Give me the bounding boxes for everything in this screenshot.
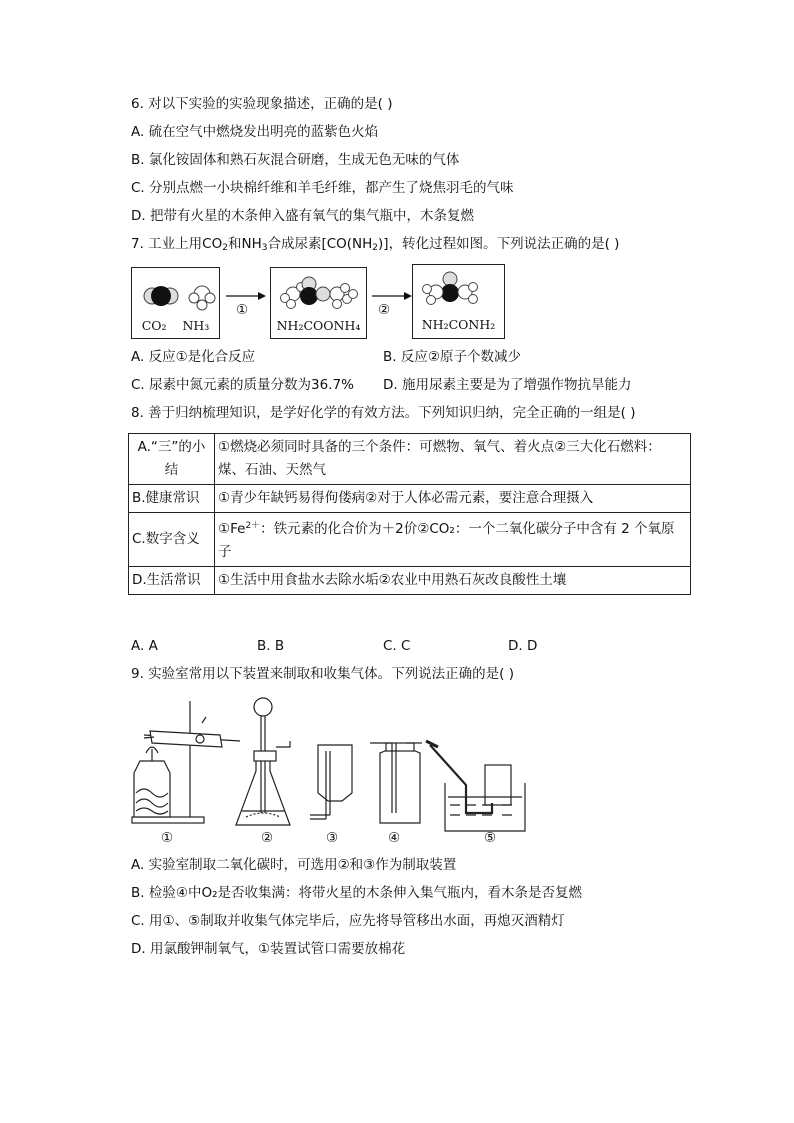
q7-option-d: D. 施用尿素主要是为了增强作物抗旱能力 xyxy=(383,377,632,393)
step-2-label: ② xyxy=(378,302,391,318)
intermediate-molecule-figure xyxy=(271,268,366,316)
apparatus-5-water-collection xyxy=(426,741,525,831)
intermediate-caption: NH₂COONH₄ xyxy=(276,318,361,333)
table-row xyxy=(129,485,691,513)
q7-option-c: C. 尿素中氮元素的质量分数为36.7% xyxy=(131,377,354,393)
knowledge-table xyxy=(128,433,691,595)
reactants-caption: CO₂ NH₃ xyxy=(141,318,210,333)
q6-option-d: D. 把带有火星的木条伸入盛有氧气的集气瓶中，木条复燃 xyxy=(131,208,474,224)
q8-option-b: B. B xyxy=(257,638,285,654)
reactants-box xyxy=(131,267,220,339)
row-b-label: B.健康常识 xyxy=(129,485,215,513)
q8-stem: 8. 善于归纳梳理知识，是学好化学的有效方法。下列知识归纳，完全正确的一组是( ) xyxy=(131,405,636,421)
product-box xyxy=(412,264,505,339)
q8-option-d: D. D xyxy=(508,638,538,654)
apparatus-figure xyxy=(130,693,530,857)
q7-stem: 7. 工业上用$CO_2$和$NH_3$合成尿素$[CO(NH_2)]$，转化过程如图。下列说法正确的是( ) xyxy=(131,236,620,253)
apparatus-label-5: ⑤ xyxy=(484,830,497,846)
apparatus-3-downward-collection xyxy=(310,745,352,819)
row-d-label: D.生活常识 xyxy=(129,567,215,595)
apparatus-label-1: ① xyxy=(161,830,174,846)
row-a-content: ①燃烧必须同时具备的三个条件：可燃物、氧气、着火点②三大化石燃料：煤、石油、天然气 xyxy=(215,434,691,485)
apparatus-label-3: ③ xyxy=(326,830,339,846)
row-d-content: ①生活中用食盐水去除水垢②农业中用熟石灰改良酸性土壤 xyxy=(215,567,691,595)
q8-option-a: A. A xyxy=(131,638,158,654)
table-row xyxy=(129,434,691,485)
q7-option-a: A. 反应①是化合反应 xyxy=(131,349,256,365)
intermediate-box xyxy=(270,267,367,339)
q6-option-b: B. 氯化铵固体和熟石灰混合研磨，生成无色无味的气体 xyxy=(131,152,460,168)
apparatus-label-2: ② xyxy=(261,830,274,846)
q9-option-c: C. 用①、⑤制取并收集气体完毕后，应先将导管移出水面，再熄灭酒精灯 xyxy=(131,913,565,929)
row-c-label: C.数字含义 xyxy=(129,513,215,567)
apparatus-4-gas-bottle xyxy=(370,743,422,823)
row-b-content: ①青少年缺钙易得佝偻病②对于人体必需元素，要注意合理摄入 xyxy=(215,485,691,513)
q9-option-a: A. 实验室制取二氧化碳时，可选用②和③作为制取装置 xyxy=(131,857,457,873)
product-caption: NH₂CONH₂ xyxy=(421,317,496,332)
q6-stem: 6. 对以下实验的实验现象描述，正确的是( ) xyxy=(131,96,393,112)
table-row xyxy=(129,513,691,567)
apparatus-2-flask-setup xyxy=(236,698,290,825)
row-c-content: $①Fe^{2+}$：铁元素的化合价为＋2价②CO₂：一个二氧化碳分子中含有 2 个氧原子 xyxy=(215,513,691,567)
q6-option-c: C. 分别点燃一小块棉纤维和羊毛纤维，都产生了烧焦羽毛的气味 xyxy=(131,180,514,196)
reactant-molecules-figure xyxy=(132,268,219,316)
apparatus-label-4: ④ xyxy=(388,830,401,846)
row-a-label: A.“三”的小结 xyxy=(129,434,215,485)
q8-option-c: C. C xyxy=(383,638,411,654)
q9-option-d: D. 用氯酸钾制氧气，①装置试管口需要放棉花 xyxy=(131,941,406,957)
apparatus-1-heating-setup xyxy=(132,701,240,823)
q7-option-b: B. 反应②原子个数减少 xyxy=(383,349,521,365)
q9-stem: 9. 实验室常用以下装置来制取和收集气体。下列说法正确的是( ) xyxy=(131,666,514,682)
q6-option-a: A. 硫在空气中燃烧发出明亮的蓝紫色火焰 xyxy=(131,124,379,140)
table-row xyxy=(129,567,691,595)
q9-option-b: B. 检验④中O₂是否收集满：将带火星的木条伸入集气瓶内，看木条是否复燃 xyxy=(131,885,582,901)
urea-molecule-figure xyxy=(413,265,504,315)
step-1-label: ① xyxy=(236,302,249,318)
